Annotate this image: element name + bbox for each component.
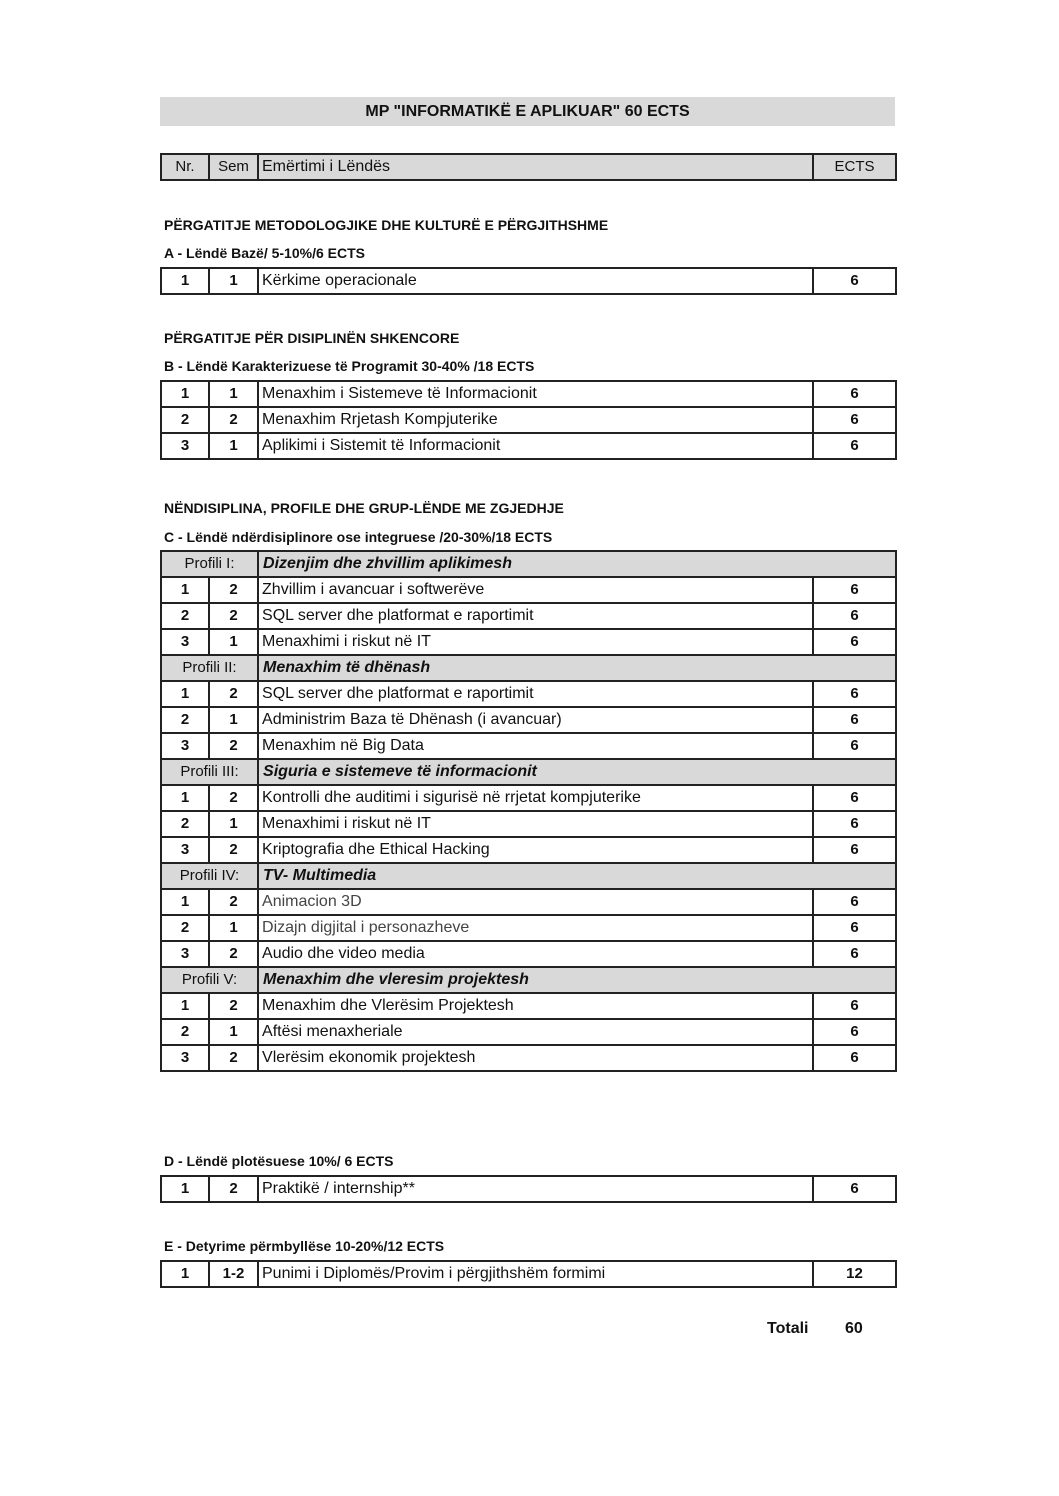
- row-nr: 1: [161, 577, 209, 603]
- group-e-table: [160, 1260, 897, 1288]
- row-nr: 1: [161, 993, 209, 1019]
- row-course-name: Administrim Baza të Dhënash (i avancuar): [258, 707, 813, 733]
- row-sem: 2: [209, 1176, 258, 1202]
- table-row: [161, 941, 896, 967]
- profile-label: Profili III:: [161, 759, 258, 785]
- row-ects: 6: [813, 381, 896, 407]
- row-ects: 6: [813, 1019, 896, 1045]
- row-ects: 12: [813, 1261, 896, 1287]
- row-course-name: SQL server dhe platformat e raportimit: [258, 603, 813, 629]
- row-nr: 1: [161, 1176, 209, 1202]
- row-sem: 2: [209, 941, 258, 967]
- row-course-name: Menaxhimi i riskut në IT: [258, 811, 813, 837]
- row-ects: 6: [813, 1045, 896, 1071]
- section-heading-2: PËRGATITJE PËR DISIPLINËN SHKENCORE: [164, 330, 460, 346]
- row-sem: 1-2: [209, 1261, 258, 1287]
- row-ects: 6: [813, 889, 896, 915]
- row-sem: 2: [209, 993, 258, 1019]
- row-course-name: Aftësi menaxheriale: [258, 1019, 813, 1045]
- row-nr: 2: [161, 603, 209, 629]
- row-course-name: Menaxhim Rrjetash Kompjuterike: [258, 407, 813, 433]
- row-nr: 3: [161, 733, 209, 759]
- group-c-table: [160, 550, 897, 1072]
- row-sem: 2: [209, 407, 258, 433]
- row-ects: 6: [813, 733, 896, 759]
- row-ects: 6: [813, 707, 896, 733]
- row-sem: 2: [209, 603, 258, 629]
- row-course-name: Menaxhim dhe Vlerësim Projektesh: [258, 993, 813, 1019]
- row-course-name: Kërkime operacionale: [258, 268, 813, 294]
- row-ects: 6: [813, 811, 896, 837]
- table-row: [161, 1261, 896, 1287]
- table-row: [161, 629, 896, 655]
- row-nr: 3: [161, 629, 209, 655]
- row-nr: 1: [161, 785, 209, 811]
- table-row: [161, 433, 896, 459]
- row-nr: 1: [161, 889, 209, 915]
- profile-title: Menaxhim të dhënash: [258, 655, 896, 681]
- row-nr: 3: [161, 941, 209, 967]
- row-sem: 2: [209, 889, 258, 915]
- row-ects: 6: [813, 433, 896, 459]
- profile-header-row: [161, 863, 896, 889]
- total-value: 60: [845, 1320, 863, 1337]
- header-row: [161, 154, 896, 180]
- profile-label: Profili IV:: [161, 863, 258, 889]
- profile-title: TV- Multimedia: [258, 863, 896, 889]
- row-course-name: Praktikë / internship**: [258, 1176, 813, 1202]
- row-sem: 2: [209, 1045, 258, 1071]
- profile-header-row: [161, 967, 896, 993]
- row-sem: 2: [209, 785, 258, 811]
- row-nr: 3: [161, 837, 209, 863]
- row-nr: 2: [161, 407, 209, 433]
- table-row: [161, 837, 896, 863]
- table-row: [161, 603, 896, 629]
- profile-label: Profili II:: [161, 655, 258, 681]
- profile-header-row: [161, 759, 896, 785]
- row-ects: 6: [813, 785, 896, 811]
- row-ects: 6: [813, 837, 896, 863]
- row-course-name: Kriptografia dhe Ethical Hacking: [258, 837, 813, 863]
- profile-title: Dizenjim dhe zhvillim aplikimesh: [258, 551, 896, 577]
- row-sem: 1: [209, 433, 258, 459]
- profile-label: Profili I:: [161, 551, 258, 577]
- row-nr: 1: [161, 381, 209, 407]
- row-ects: 6: [813, 941, 896, 967]
- row-sem: 1: [209, 381, 258, 407]
- row-ects: 6: [813, 577, 896, 603]
- table-row: [161, 1019, 896, 1045]
- profile-title: Siguria e sistemeve të informacionit: [258, 759, 896, 785]
- row-course-name: Dizajn digjital i personazheve: [258, 915, 813, 941]
- header-nr: Nr.: [161, 154, 209, 180]
- table-row: [161, 1176, 896, 1202]
- group-c-label: C - Lëndë ndërdisiplinore ose integruese /20-30%/18 ECTS: [164, 529, 553, 545]
- profile-title: Menaxhim dhe vleresim projektesh: [258, 967, 896, 993]
- section-heading-3: NËNDISIPLINA, PROFILE DHE GRUP-LËNDE ME ZGJEDHJE: [164, 500, 564, 516]
- row-course-name: Punimi i Diplomës/Provim i përgjithshëm formimi: [258, 1261, 813, 1287]
- row-ects: 6: [813, 681, 896, 707]
- table-row: [161, 785, 896, 811]
- row-nr: 3: [161, 1045, 209, 1071]
- row-course-name: Vlerësim ekonomik projektesh: [258, 1045, 813, 1071]
- row-sem: 2: [209, 733, 258, 759]
- row-sem: 2: [209, 681, 258, 707]
- table-row: [161, 577, 896, 603]
- row-ects: 6: [813, 603, 896, 629]
- row-nr: 1: [161, 1261, 209, 1287]
- row-course-name: Aplikimi i Sistemit të Informacionit: [258, 433, 813, 459]
- row-course-name: Menaxhim në Big Data: [258, 733, 813, 759]
- header-table: [160, 153, 897, 181]
- table-row: [161, 1045, 896, 1071]
- row-ects: 6: [813, 993, 896, 1019]
- row-nr: 2: [161, 707, 209, 733]
- section-heading-1: PËRGATITJE METODOLOGJIKE DHE KULTURË E PËRGJITHSHME: [164, 217, 609, 233]
- row-course-name: Audio dhe video media: [258, 941, 813, 967]
- row-sem: 1: [209, 1019, 258, 1045]
- document-title: MP "INFORMATIKË E APLIKUAR" 60 ECTS: [160, 97, 895, 126]
- table-row: [161, 707, 896, 733]
- row-course-name: Animacion 3D: [258, 889, 813, 915]
- group-a-table: [160, 267, 897, 295]
- group-a-label: A - Lëndë Bazë/ 5-10%/6 ECTS: [164, 245, 365, 261]
- table-row: [161, 381, 896, 407]
- row-course-name: Menaxhimi i riskut në IT: [258, 629, 813, 655]
- group-b-label: B - Lëndë Karakterizuese të Programit 30-40% /18 ECTS: [164, 358, 535, 374]
- row-sem: 1: [209, 707, 258, 733]
- row-sem: 1: [209, 268, 258, 294]
- row-ects: 6: [813, 268, 896, 294]
- row-course-name: Kontrolli dhe auditimi i sigurisë në rrjetat kompjuterike: [258, 785, 813, 811]
- row-sem: 2: [209, 837, 258, 863]
- profile-header-row: [161, 551, 896, 577]
- header-name: Emërtimi i Lëndës: [258, 154, 813, 180]
- row-nr: 2: [161, 915, 209, 941]
- group-b-table: [160, 380, 897, 460]
- row-course-name: SQL server dhe platformat e raportimit: [258, 681, 813, 707]
- table-row: [161, 811, 896, 837]
- row-sem: 2: [209, 577, 258, 603]
- row-nr: 3: [161, 433, 209, 459]
- row-nr: 1: [161, 681, 209, 707]
- row-course-name: Menaxhim i Sistemeve të Informacionit: [258, 381, 813, 407]
- group-d-label: D - Lëndë plotësuese 10%/ 6 ECTS: [164, 1153, 394, 1169]
- table-row: [161, 681, 896, 707]
- table-row: [161, 407, 896, 433]
- row-nr: 2: [161, 811, 209, 837]
- table-row: [161, 915, 896, 941]
- profile-header-row: [161, 655, 896, 681]
- group-e-label: E - Detyrime përmbyllëse 10-20%/12 ECTS: [164, 1238, 445, 1254]
- row-ects: 6: [813, 629, 896, 655]
- header-ects: ECTS: [813, 154, 896, 180]
- table-row: [161, 889, 896, 915]
- row-ects: 6: [813, 407, 896, 433]
- profile-label: Profili V:: [161, 967, 258, 993]
- row-sem: 1: [209, 811, 258, 837]
- row-ects: 6: [813, 915, 896, 941]
- row-ects: 6: [813, 1176, 896, 1202]
- row-nr: 1: [161, 268, 209, 294]
- table-row: [161, 993, 896, 1019]
- group-d-table: [160, 1175, 897, 1203]
- table-row: [161, 733, 896, 759]
- row-sem: 1: [209, 629, 258, 655]
- row-course-name: Zhvillim i avancuar i softwerëve: [258, 577, 813, 603]
- header-sem: Sem: [209, 154, 258, 180]
- total-label: Totali: [767, 1320, 809, 1337]
- row-nr: 2: [161, 1019, 209, 1045]
- table-row: [161, 268, 896, 294]
- row-sem: 1: [209, 915, 258, 941]
